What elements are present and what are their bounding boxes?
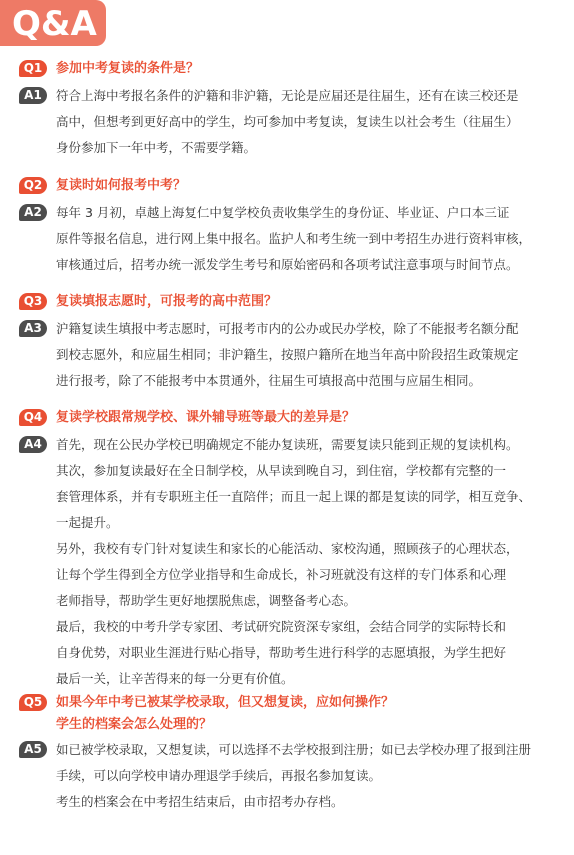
- answer-badge: A2: [19, 204, 47, 221]
- qa-item-1: [0, 59, 574, 161]
- answer-line: 套管理体系，并有专职班主任一直陪伴；而且一起上课的都是复读的同学，相互竞争、: [56, 489, 532, 504]
- question-text: 复读填报志愿时，可报考的高中范围？: [56, 294, 278, 309]
- qa-item-4: [0, 408, 574, 692]
- question-text: 参加中考复读的条件是？: [56, 61, 200, 76]
- answer-line: 最后一关，让辛苦得来的每一分更有价值。: [56, 671, 294, 686]
- qa-item-5: [0, 693, 574, 815]
- question-text: 复读学校跟常规学校、课外辅导班等最大的差异是？: [56, 410, 356, 425]
- qa-item-3: [0, 292, 574, 394]
- page-title: Q&A: [12, 4, 97, 44]
- question-badge: Q5: [19, 694, 47, 711]
- answer-line: 每年 3 月初，卓越上海复仁中复学校负责收集学生的身份证、毕业证、户口本三证: [56, 205, 510, 220]
- answer-line: 到校志愿外，和应届生相同；非沪籍生，按照户籍所在地当年高中阶段招生政策规定: [56, 347, 519, 362]
- question-badge: Q1: [19, 60, 47, 77]
- answer-line: 原件等报名信息，进行网上集中报名。监护人和考生统一到中考招生办进行资料审核，: [56, 231, 532, 246]
- question-text: 如果今年中考已被某学校录取，但又想复读，应如何操作？: [56, 695, 395, 710]
- answer-line: 身份参加下一年中考，不需要学籍。: [56, 140, 257, 155]
- question-badge: Q3: [19, 293, 47, 310]
- question-badge: Q2: [19, 177, 47, 194]
- answer-line: 审核通过后，招考办统一派发学生考号和原始密码和各项考试注意事项与时间节点。: [56, 257, 519, 272]
- answer-badge: A5: [19, 741, 47, 758]
- answer-line: 符合上海中考报名条件的沪籍和非沪籍，无论是应届还是往届生，还有在读三校还是: [56, 88, 519, 103]
- answer-line: 让每个学生得到全方位学业指导和生命成长，补习班就没有这样的专门体系和心理: [56, 567, 507, 582]
- qa-item-2: [0, 176, 574, 278]
- answer-line: 进行报考，除了不能报考中本贯通外，往届生可填报高中范围与应届生相同。: [56, 373, 482, 388]
- answer-line: 一起提升。: [56, 515, 119, 530]
- answer-line: 最后，我校的中考升学专家团、考试研究院资深专家组，会结合同学的实际特长和: [56, 619, 507, 634]
- question-text: 复读时如何报考中考？: [56, 178, 187, 193]
- answer-line: 手续，可以向学校申请办理退学手续后，再报名参加复读。: [56, 768, 382, 783]
- answer-line: 另外，我校有专门针对复读生和家长的心能活动、家校沟通，照顾孩子的心理状态，: [56, 541, 519, 556]
- header: [0, 0, 574, 50]
- answer-badge: A4: [19, 436, 47, 453]
- answer-line: 自身优势，对职业生涯进行贴心指导，帮助考生进行科学的志愿填报，为学生把好: [56, 645, 507, 660]
- answer-line: 考生的档案会在中考招生结束后，由市招考办存档。: [56, 794, 344, 809]
- question-text-continued: 学生的档案会怎么处理的？: [56, 717, 213, 732]
- answer-badge: A1: [19, 87, 47, 104]
- answer-line: 其次，参加复读最好在全日制学校，从早读到晚自习，到住宿，学校都有完整的一: [56, 463, 507, 478]
- answer-line: 老师指导，帮助学生更好地摆脱焦虑，调整备考心态。: [56, 593, 357, 608]
- answer-badge: A3: [19, 320, 47, 337]
- answer-line: 如已被学校录取，又想复读，可以选择不去学校报到注册；如已去学校办理了报到注册: [56, 742, 532, 757]
- answer-line: 沪籍复读生填报中考志愿时，可报考市内的公办或民办学校，除了不能报考名额分配: [56, 321, 519, 336]
- answer-line: 首先，现在公民办学校已明确规定不能办复读班，需要复读只能到正规的复读机构。: [56, 437, 519, 452]
- question-badge: Q4: [19, 409, 47, 426]
- answer-line: 高中，但想考到更好高中的学生，均可参加中考复读，复读生以社会考生（往届生）: [56, 114, 519, 129]
